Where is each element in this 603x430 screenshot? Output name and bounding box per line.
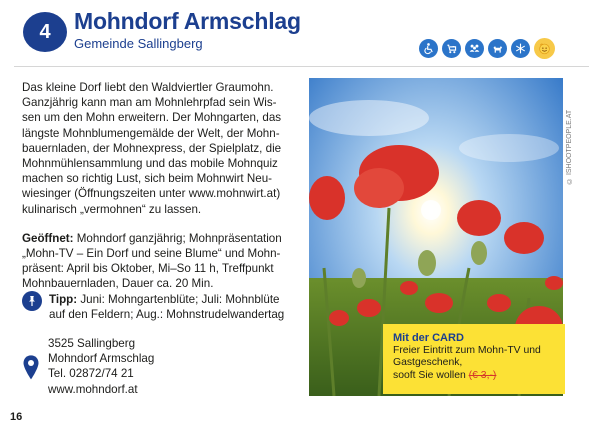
address-postal: 3525 Sallingberg: [48, 337, 136, 350]
address-block: [22, 336, 154, 397]
location-pin-icon: [22, 338, 40, 397]
card-benefit-title: Mit der CARD: [393, 332, 464, 344]
card-benefit-body: Freier Eintritt zum Mohn-TV und Gastgeschenk, sooft Sie wollen: [393, 344, 541, 381]
tip-text: [49, 292, 284, 322]
tip-block: [22, 292, 312, 322]
card-benefit-box: [383, 324, 565, 394]
address-phone[interactable]: Tel. 02872/74 21: [48, 367, 134, 381]
entry-number-badge: 4: [23, 12, 67, 52]
page-title: Mohndorf Armschlag: [74, 8, 301, 34]
description-column: [22, 80, 297, 292]
wheelchair-icon: [419, 39, 438, 58]
tip-label: Tipp:: [49, 293, 78, 306]
address-place: Mohndorf Armschlag: [48, 352, 155, 366]
page-subtitle: Gemeinde Sallingberg: [74, 36, 203, 51]
card-benefit-text: [393, 345, 555, 383]
header-divider: [14, 66, 589, 67]
page-number: 16: [10, 411, 23, 423]
dog-icon: [488, 39, 507, 58]
snowflake-icon: [511, 39, 530, 58]
pushpin-icon: [22, 291, 42, 311]
feature-icons: [419, 38, 555, 58]
opening-hours-paragraph: [22, 231, 297, 292]
opening-hours-label: Geöffnet:: [22, 231, 74, 245]
address-website[interactable]: www.mohndorf.at: [48, 382, 138, 396]
tip-body: Juni: Mohngartenblüte; Juli: Mohnblüte auf den Feldern; Aug.: Mohnstrudelwandertag: [49, 293, 285, 322]
opening-hours-text: Mohndorf ganzjährig; Mohnpräsentation „Mohn-TV – Ein Dorf und seine Blume“ und Mohn- präsent: April bis Oktober, Mi–So 11 h, Treffpunkt Mohnbauernladen, Dauer ca. 20 Min.: [22, 231, 282, 291]
stroller-icon: [442, 39, 461, 58]
card-old-price: (€ 3,-): [468, 369, 497, 381]
group-icon: [465, 39, 484, 58]
intro-paragraph: Das kleine Dorf liebt den Waldviertler Graumohn. Ganzjährig kann man am Mohnlehrpfad sein Wis- sen um den Mohn erweitern. Der Mohngarten, das längste Mohnblumengemälde der Welt, der Mohn- bauernladen, der Mohnexpress, der Spielplatz, die Mohnmühlensammlung und das mobile Mohnquiz machen so richtig Lust, sich beim Mohnwirt Neu- wiesinger (Öffnungszeiten unter www.mohnwirt.at) kulinarisch „vermohnen“ zu lassen.: [22, 81, 282, 216]
photo-credit: © ISHOOTPEOPLE.AT: [566, 109, 573, 184]
kids-smiley-icon: [534, 38, 555, 59]
